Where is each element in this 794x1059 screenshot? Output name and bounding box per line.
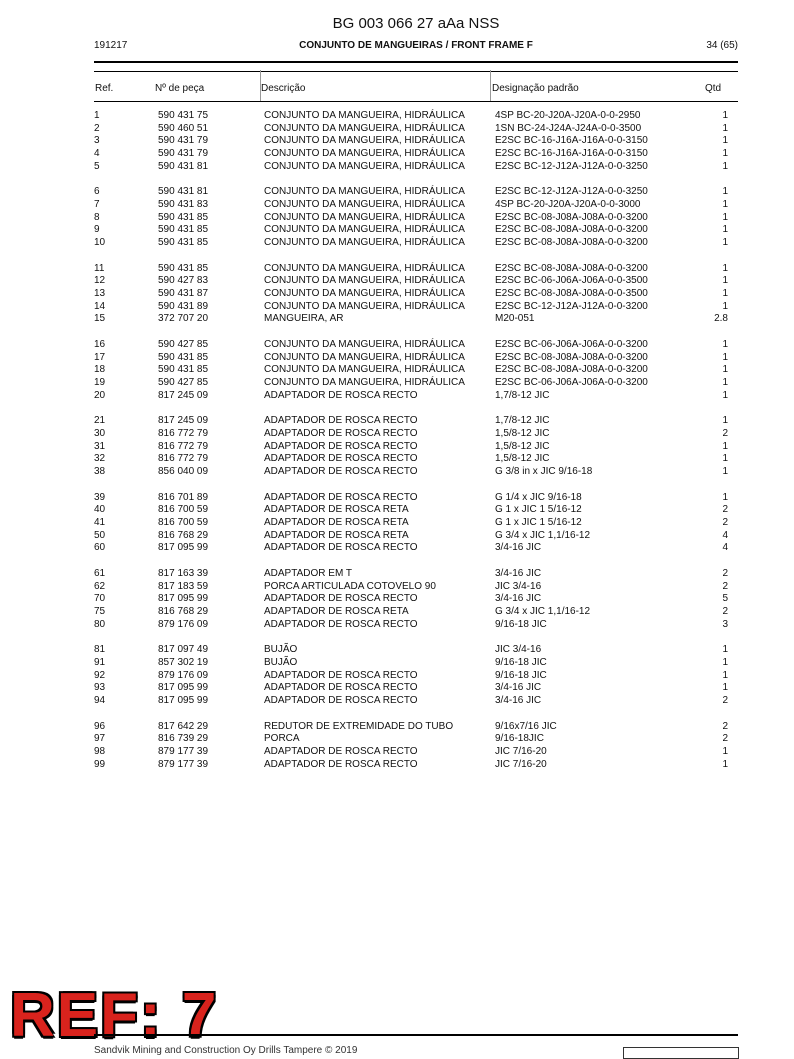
quantity-cell: 1: [722, 275, 728, 287]
table-row: [94, 212, 728, 225]
page-number: 34 (65): [706, 40, 738, 51]
description-cell: ADAPTADOR DE ROSCA RECTO: [264, 682, 418, 694]
quantity-cell: 1: [722, 758, 728, 770]
quantity-cell: 1: [722, 237, 728, 249]
quantity-cell: 4: [722, 529, 728, 541]
description-cell: CONJUNTO DA MANGUEIRA, HIDRÁULICA: [264, 186, 465, 198]
quantity-cell: 2: [722, 427, 728, 439]
table-row: [94, 517, 728, 530]
part-number-cell: 816 772 79: [158, 440, 209, 452]
part-number-cell: 590 431 85: [158, 237, 209, 249]
ref-cell: 7: [94, 199, 100, 211]
quantity-cell: 1: [722, 224, 728, 236]
description-cell: CONJUNTO DA MANGUEIRA, HIDRÁULICA: [264, 237, 465, 249]
ref-cell: 61: [94, 567, 106, 579]
standard-designation-cell: G 1 x JIC 1 5/16-12: [495, 516, 582, 528]
quantity-cell: 1: [722, 186, 728, 198]
group-spacer: [94, 402, 728, 415]
table-row: [94, 339, 728, 352]
standard-designation-cell: E2SC BC-08-J08A-J08A-0-0-3200: [495, 364, 648, 376]
ref-cell: 98: [94, 745, 106, 757]
standard-designation-cell: 3/4-16 JIC: [495, 593, 542, 605]
standard-designation-cell: G 3/4 x JIC 1,1/16-12: [495, 529, 591, 541]
ref-cell: 96: [94, 720, 106, 732]
ref-cell: 97: [94, 733, 106, 745]
table-row: [94, 123, 728, 136]
quantity-cell: 5: [722, 593, 728, 605]
part-number-cell: 816 772 79: [158, 427, 209, 439]
quantity-cell: 1: [722, 110, 728, 121]
quantity-cell: 1: [722, 644, 728, 656]
ref-cell: 60: [94, 542, 106, 554]
table-row: [94, 199, 728, 212]
table-row: [94, 441, 728, 454]
description-cell: ADAPTADOR DE ROSCA RECTO: [264, 695, 418, 706]
table-row: [94, 466, 728, 479]
part-number-cell: 590 431 85: [158, 351, 209, 363]
footer-rule: [94, 1034, 738, 1036]
table-row: [94, 593, 728, 606]
part-number-cell: 590 431 75: [158, 110, 209, 121]
ref-cell: 10: [94, 237, 106, 249]
description-cell: ADAPTADOR DE ROSCA RETA: [264, 516, 409, 528]
part-number-cell: 590 431 89: [158, 300, 209, 312]
ref-cell: 3: [94, 135, 100, 147]
part-number-cell: 816 700 59: [158, 504, 209, 516]
description-cell: ADAPTADOR DE ROSCA RECTO: [264, 453, 418, 465]
table-row: [94, 288, 728, 301]
quantity-cell: 4: [722, 542, 728, 554]
part-number-cell: 879 176 09: [158, 618, 209, 630]
table-row: [94, 415, 728, 428]
table-row: [94, 148, 728, 161]
column-divider: [490, 70, 491, 102]
part-number-cell: 372 707 20: [158, 313, 209, 325]
table-row: [94, 504, 728, 517]
ref-cell: 20: [94, 389, 106, 401]
standard-designation-cell: 1,5/8-12 JIC: [495, 427, 550, 439]
quantity-cell: 1: [722, 211, 728, 223]
quantity-cell: 2: [722, 720, 728, 732]
document-date: 191217: [94, 40, 128, 51]
part-number-cell: 590 431 85: [158, 211, 209, 223]
ref-cell: 18: [94, 364, 106, 376]
table-row: [94, 746, 728, 759]
table-row: [94, 428, 728, 441]
column-header-part-no: Nº de peça: [155, 83, 205, 94]
table-row: [94, 568, 728, 581]
ref-cell: 70: [94, 593, 106, 605]
quantity-cell: 1: [722, 199, 728, 211]
ref-cell: 81: [94, 644, 106, 656]
table-row: [94, 352, 728, 365]
column-header-description: Descrição: [261, 83, 306, 94]
ref-cell: 31: [94, 440, 106, 452]
ref-cell: 12: [94, 275, 106, 287]
quantity-cell: 1: [722, 262, 728, 274]
standard-designation-cell: JIC 7/16-20: [495, 745, 547, 757]
part-number-cell: 817 642 29: [158, 720, 209, 732]
part-number-cell: 817 095 99: [158, 542, 209, 554]
description-cell: CONJUNTO DA MANGUEIRA, HIDRÁULICA: [264, 122, 465, 134]
standard-designation-cell: 3/4-16 JIC: [495, 695, 542, 706]
description-cell: CONJUNTO DA MANGUEIRA, HIDRÁULICA: [264, 199, 465, 211]
ref-cell: 39: [94, 491, 106, 503]
table-row: [94, 110, 728, 123]
part-number-cell: 816 739 29: [158, 733, 209, 745]
standard-designation-cell: E2SC BC-12-J12A-J12A-0-0-3200: [495, 300, 648, 312]
part-number-cell: 816 772 79: [158, 453, 209, 465]
part-number-cell: 590 431 79: [158, 148, 209, 160]
ref-cell: 5: [94, 160, 100, 172]
quantity-cell: 1: [722, 148, 728, 160]
table-row: [94, 313, 728, 326]
standard-designation-cell: M20-051: [495, 313, 535, 325]
quantity-cell: 1: [722, 440, 728, 452]
sandvik-logo: [623, 1047, 739, 1059]
standard-designation-cell: E2SC BC-16-J16A-J16A-0-0-3150: [495, 135, 648, 147]
group-spacer: [94, 708, 728, 721]
table-row: [94, 161, 728, 174]
part-number-cell: 817 245 09: [158, 389, 209, 401]
quantity-cell: 1: [722, 135, 728, 147]
description-cell: ADAPTADOR DE ROSCA RECTO: [264, 758, 418, 770]
part-number-cell: 817 095 99: [158, 682, 209, 694]
header-rule: [94, 61, 738, 63]
standard-designation-cell: E2SC BC-12-J12A-J12A-0-0-3250: [495, 186, 648, 198]
part-number-cell: 879 177 39: [158, 758, 209, 770]
ref-cell: 9: [94, 224, 100, 236]
group-spacer: [94, 631, 728, 644]
ref-cell: 92: [94, 669, 106, 681]
ref-cell: 93: [94, 682, 106, 694]
ref-cell: 62: [94, 580, 106, 592]
document-code: BG 003 066 27 aAa NSS: [332, 15, 500, 32]
quantity-cell: 1: [722, 389, 728, 401]
description-cell: BUJÃO: [264, 656, 298, 668]
ref-cell: 41: [94, 516, 106, 528]
table-row: [94, 301, 728, 314]
description-cell: CONJUNTO DA MANGUEIRA, HIDRÁULICA: [264, 262, 465, 274]
standard-designation-cell: E2SC BC-06-J06A-J06A-0-0-3500: [495, 275, 648, 287]
standard-designation-cell: 3/4-16 JIC: [495, 682, 542, 694]
table-row: [94, 733, 728, 746]
part-number-cell: 879 176 09: [158, 669, 209, 681]
description-cell: ADAPTADOR DE ROSCA RETA: [264, 504, 409, 516]
part-number-cell: 817 183 59: [158, 580, 209, 592]
part-number-cell: 590 427 85: [158, 377, 209, 389]
ref-cell: 17: [94, 351, 106, 363]
quantity-cell: 1: [722, 682, 728, 694]
standard-designation-cell: JIC 3/4-16: [495, 644, 542, 656]
quantity-cell: 1: [722, 491, 728, 503]
part-number-cell: 817 163 39: [158, 567, 209, 579]
description-cell: CONJUNTO DA MANGUEIRA, HIDRÁULICA: [264, 377, 465, 389]
ref-cell: 13: [94, 288, 106, 300]
part-number-cell: 590 431 79: [158, 135, 209, 147]
description-cell: CONJUNTO DA MANGUEIRA, HIDRÁULICA: [264, 275, 465, 287]
ref-cell: 30: [94, 427, 106, 439]
column-divider: [260, 70, 261, 102]
ref-cell: 19: [94, 377, 106, 389]
description-cell: ADAPTADOR DE ROSCA RECTO: [264, 491, 418, 503]
ref-cell: 1: [94, 110, 100, 121]
description-cell: CONJUNTO DA MANGUEIRA, HIDRÁULICA: [264, 160, 465, 172]
description-cell: CONJUNTO DA MANGUEIRA, HIDRÁULICA: [264, 135, 465, 147]
ref-cell: 50: [94, 529, 106, 541]
quantity-cell: 2: [722, 567, 728, 579]
part-number-cell: 590 431 87: [158, 288, 209, 300]
part-number-cell: 816 701 89: [158, 491, 209, 503]
table-row: [94, 237, 728, 250]
standard-designation-cell: G 3/8 in x JIC 9/16-18: [495, 466, 593, 478]
quantity-cell: 1: [722, 669, 728, 681]
standard-designation-cell: 1,5/8-12 JIC: [495, 453, 550, 465]
description-cell: ADAPTADOR DE ROSCA RECTO: [264, 427, 418, 439]
quantity-cell: 1: [722, 288, 728, 300]
description-cell: ADAPTADOR DE ROSCA RECTO: [264, 466, 418, 478]
ref-cell: 40: [94, 504, 106, 516]
standard-designation-cell: 4SP BC-20-J20A-J20A-0-0-3000: [495, 199, 641, 211]
standard-designation-cell: E2SC BC-16-J16A-J16A-0-0-3150: [495, 148, 648, 160]
table-row: [94, 530, 728, 543]
description-cell: MANGUEIRA, AR: [264, 313, 344, 325]
standard-designation-cell: E2SC BC-08-J08A-J08A-0-0-3200: [495, 351, 648, 363]
standard-designation-cell: 3/4-16 JIC: [495, 567, 542, 579]
table-row: [94, 186, 728, 199]
quantity-cell: 1: [722, 415, 728, 427]
description-cell: ADAPTADOR DE ROSCA RECTO: [264, 745, 418, 757]
ref-cell: 14: [94, 300, 106, 312]
quantity-cell: 1: [722, 338, 728, 350]
table-row: [94, 377, 728, 390]
table-row: [94, 135, 728, 148]
part-number-cell: 590 431 81: [158, 160, 209, 172]
ref-cell: 80: [94, 618, 106, 630]
description-cell: CONJUNTO DA MANGUEIRA, HIDRÁULICA: [264, 364, 465, 376]
ref-cell: 15: [94, 313, 106, 325]
part-number-cell: 590 431 85: [158, 224, 209, 236]
quantity-cell: 1: [722, 300, 728, 312]
ref-cell: 4: [94, 148, 100, 160]
quantity-cell: 1: [722, 351, 728, 363]
standard-designation-cell: G 1 x JIC 1 5/16-12: [495, 504, 582, 516]
description-cell: CONJUNTO DA MANGUEIRA, HIDRÁULICA: [264, 300, 465, 312]
table-row: [94, 581, 728, 594]
table-row: [94, 721, 728, 734]
quantity-cell: 1: [722, 656, 728, 668]
table-row: [94, 390, 728, 403]
quantity-cell: 1: [722, 466, 728, 478]
quantity-cell: 2: [722, 605, 728, 617]
table-top-rule: [94, 71, 738, 72]
ref-cell: 16: [94, 338, 106, 350]
standard-designation-cell: 1,5/8-12 JIC: [495, 440, 550, 452]
quantity-cell: 1: [722, 364, 728, 376]
part-number-cell: 879 177 39: [158, 745, 209, 757]
table-row: [94, 644, 728, 657]
standard-designation-cell: 3/4-16 JIC: [495, 542, 542, 554]
table-row: [94, 682, 728, 695]
part-number-cell: 590 431 81: [158, 186, 209, 198]
column-header-qty: Qtd: [705, 83, 722, 94]
standard-designation-cell: E2SC BC-06-J06A-J06A-0-0-3200: [495, 377, 648, 389]
footer-copyright: Sandvik Mining and Construction Oy Drills Tampere © 2019: [94, 1045, 358, 1056]
standard-designation-cell: JIC 3/4-16: [495, 580, 542, 592]
quantity-cell: 2: [722, 733, 728, 745]
ref-cell: 38: [94, 466, 106, 478]
part-number-cell: 856 040 09: [158, 466, 209, 478]
table-row: [94, 670, 728, 683]
table-row: [94, 759, 728, 772]
column-header-standard: Designação padrão: [492, 83, 579, 94]
quantity-cell: 2: [722, 695, 728, 706]
standard-designation-cell: 9/16-18 JIC: [495, 656, 547, 668]
ref-cell: 94: [94, 695, 106, 706]
description-cell: ADAPTADOR DE ROSCA RECTO: [264, 440, 418, 452]
table-header-rule: [94, 101, 738, 102]
standard-designation-cell: JIC 7/16-20: [495, 758, 547, 770]
standard-designation-cell: 9/16x7/16 JIC: [495, 720, 557, 732]
table-row: [94, 263, 728, 276]
table-row: [94, 657, 728, 670]
description-cell: ADAPTADOR EM T: [264, 567, 352, 579]
group-spacer: [94, 174, 728, 187]
standard-designation-cell: 4SP BC-20-J20A-J20A-0-0-2950: [495, 110, 641, 121]
part-number-cell: 817 097 49: [158, 644, 209, 656]
standard-designation-cell: 9/16-18 JIC: [495, 618, 547, 630]
description-cell: CONJUNTO DA MANGUEIRA, HIDRÁULICA: [264, 338, 465, 350]
table-row: [94, 619, 728, 632]
ref-cell: 6: [94, 186, 100, 198]
part-number-cell: 817 245 09: [158, 415, 209, 427]
ref-cell: 2: [94, 122, 100, 134]
description-cell: REDUTOR DE EXTREMIDADE DO TUBO: [264, 720, 454, 732]
standard-designation-cell: G 3/4 x JIC 1,1/16-12: [495, 605, 591, 617]
table-row: [94, 606, 728, 619]
quantity-cell: 3: [722, 618, 728, 630]
description-cell: PORCA: [264, 733, 300, 745]
part-number-cell: 590 431 85: [158, 262, 209, 274]
column-header-row: [0, 83, 794, 95]
quantity-cell: 2: [722, 580, 728, 592]
document-title: CONJUNTO DE MANGUEIRAS / FRONT FRAME F: [299, 40, 533, 51]
standard-designation-cell: 1,7/8-12 JIC: [495, 415, 550, 427]
parts-table: [94, 110, 728, 771]
part-number-cell: 816 768 29: [158, 605, 209, 617]
table-row: [94, 453, 728, 466]
description-cell: ADAPTADOR DE ROSCA RECTO: [264, 542, 418, 554]
part-number-cell: 857 302 19: [158, 656, 209, 668]
quantity-cell: 1: [722, 122, 728, 134]
description-cell: ADAPTADOR DE ROSCA RECTO: [264, 415, 418, 427]
standard-designation-cell: G 1/4 x JIC 9/16-18: [495, 491, 582, 503]
standard-designation-cell: E2SC BC-08-J08A-J08A-0-0-3200: [495, 224, 648, 236]
description-cell: ADAPTADOR DE ROSCA RECTO: [264, 593, 418, 605]
part-number-cell: 590 431 85: [158, 364, 209, 376]
description-cell: CONJUNTO DA MANGUEIRA, HIDRÁULICA: [264, 148, 465, 160]
description-cell: ADAPTADOR DE ROSCA RECTO: [264, 669, 418, 681]
quantity-cell: 2.8: [714, 313, 728, 325]
description-cell: ADAPTADOR DE ROSCA RECTO: [264, 389, 418, 401]
quantity-cell: 1: [722, 377, 728, 389]
part-number-cell: 817 095 99: [158, 593, 209, 605]
ref-cell: 11: [94, 262, 105, 274]
description-cell: ADAPTADOR DE ROSCA RECTO: [264, 618, 418, 630]
part-number-cell: 590 460 51: [158, 122, 209, 134]
part-number-cell: 590 427 85: [158, 338, 209, 350]
quantity-cell: 1: [722, 453, 728, 465]
description-cell: CONJUNTO DA MANGUEIRA, HIDRÁULICA: [264, 224, 465, 236]
ref-cell: 8: [94, 211, 100, 223]
ref-cell: 99: [94, 758, 106, 770]
group-spacer: [94, 555, 728, 568]
part-number-cell: 816 700 59: [158, 516, 209, 528]
standard-designation-cell: 1,7/8-12 JIC: [495, 389, 550, 401]
description-cell: CONJUNTO DA MANGUEIRA, HIDRÁULICA: [264, 211, 465, 223]
column-header-ref: Ref.: [95, 83, 114, 94]
ref-cell: 21: [94, 415, 106, 427]
part-number-cell: 817 095 99: [158, 695, 209, 706]
standard-designation-cell: E2SC BC-08-J08A-J08A-0-0-3200: [495, 237, 648, 249]
description-cell: ADAPTADOR DE ROSCA RETA: [264, 529, 409, 541]
quantity-cell: 1: [722, 160, 728, 172]
description-cell: PORCA ARTICULADA COTOVELO 90: [264, 580, 436, 592]
table-row: [94, 275, 728, 288]
description-cell: CONJUNTO DA MANGUEIRA, HIDRÁULICA: [264, 110, 465, 121]
table-row: [94, 695, 728, 708]
table-row: [94, 224, 728, 237]
group-spacer: [94, 250, 728, 263]
standard-designation-cell: E2SC BC-08-J08A-J08A-0-0-3500: [495, 288, 648, 300]
standard-designation-cell: E2SC BC-08-J08A-J08A-0-0-3200: [495, 211, 648, 223]
ref-stamp: REF: 7: [10, 981, 219, 1050]
group-spacer: [94, 479, 728, 492]
description-cell: CONJUNTO DA MANGUEIRA, HIDRÁULICA: [264, 351, 465, 363]
table-row: [94, 364, 728, 377]
standard-designation-cell: 1SN BC-24-J24A-J24A-0-0-3500: [495, 122, 642, 134]
quantity-cell: 2: [722, 504, 728, 516]
quantity-cell: 1: [722, 745, 728, 757]
part-number-cell: 590 427 83: [158, 275, 209, 287]
description-cell: CONJUNTO DA MANGUEIRA, HIDRÁULICA: [264, 288, 465, 300]
quantity-cell: 2: [722, 516, 728, 528]
standard-designation-cell: 9/16-18JIC: [495, 733, 544, 745]
ref-cell: 32: [94, 453, 106, 465]
ref-cell: 75: [94, 605, 106, 617]
part-number-cell: 590 431 83: [158, 199, 209, 211]
standard-designation-cell: E2SC BC-06-J06A-J06A-0-0-3200: [495, 338, 648, 350]
group-spacer: [94, 326, 728, 339]
ref-cell: 91: [94, 656, 106, 668]
standard-designation-cell: E2SC BC-08-J08A-J08A-0-0-3200: [495, 262, 648, 274]
part-number-cell: 816 768 29: [158, 529, 209, 541]
standard-designation-cell: 9/16-18 JIC: [495, 669, 547, 681]
description-cell: ADAPTADOR DE ROSCA RETA: [264, 605, 409, 617]
table-row: [94, 492, 728, 505]
description-cell: BUJÃO: [264, 644, 298, 656]
table-row: [94, 542, 728, 555]
standard-designation-cell: E2SC BC-12-J12A-J12A-0-0-3250: [495, 160, 648, 172]
